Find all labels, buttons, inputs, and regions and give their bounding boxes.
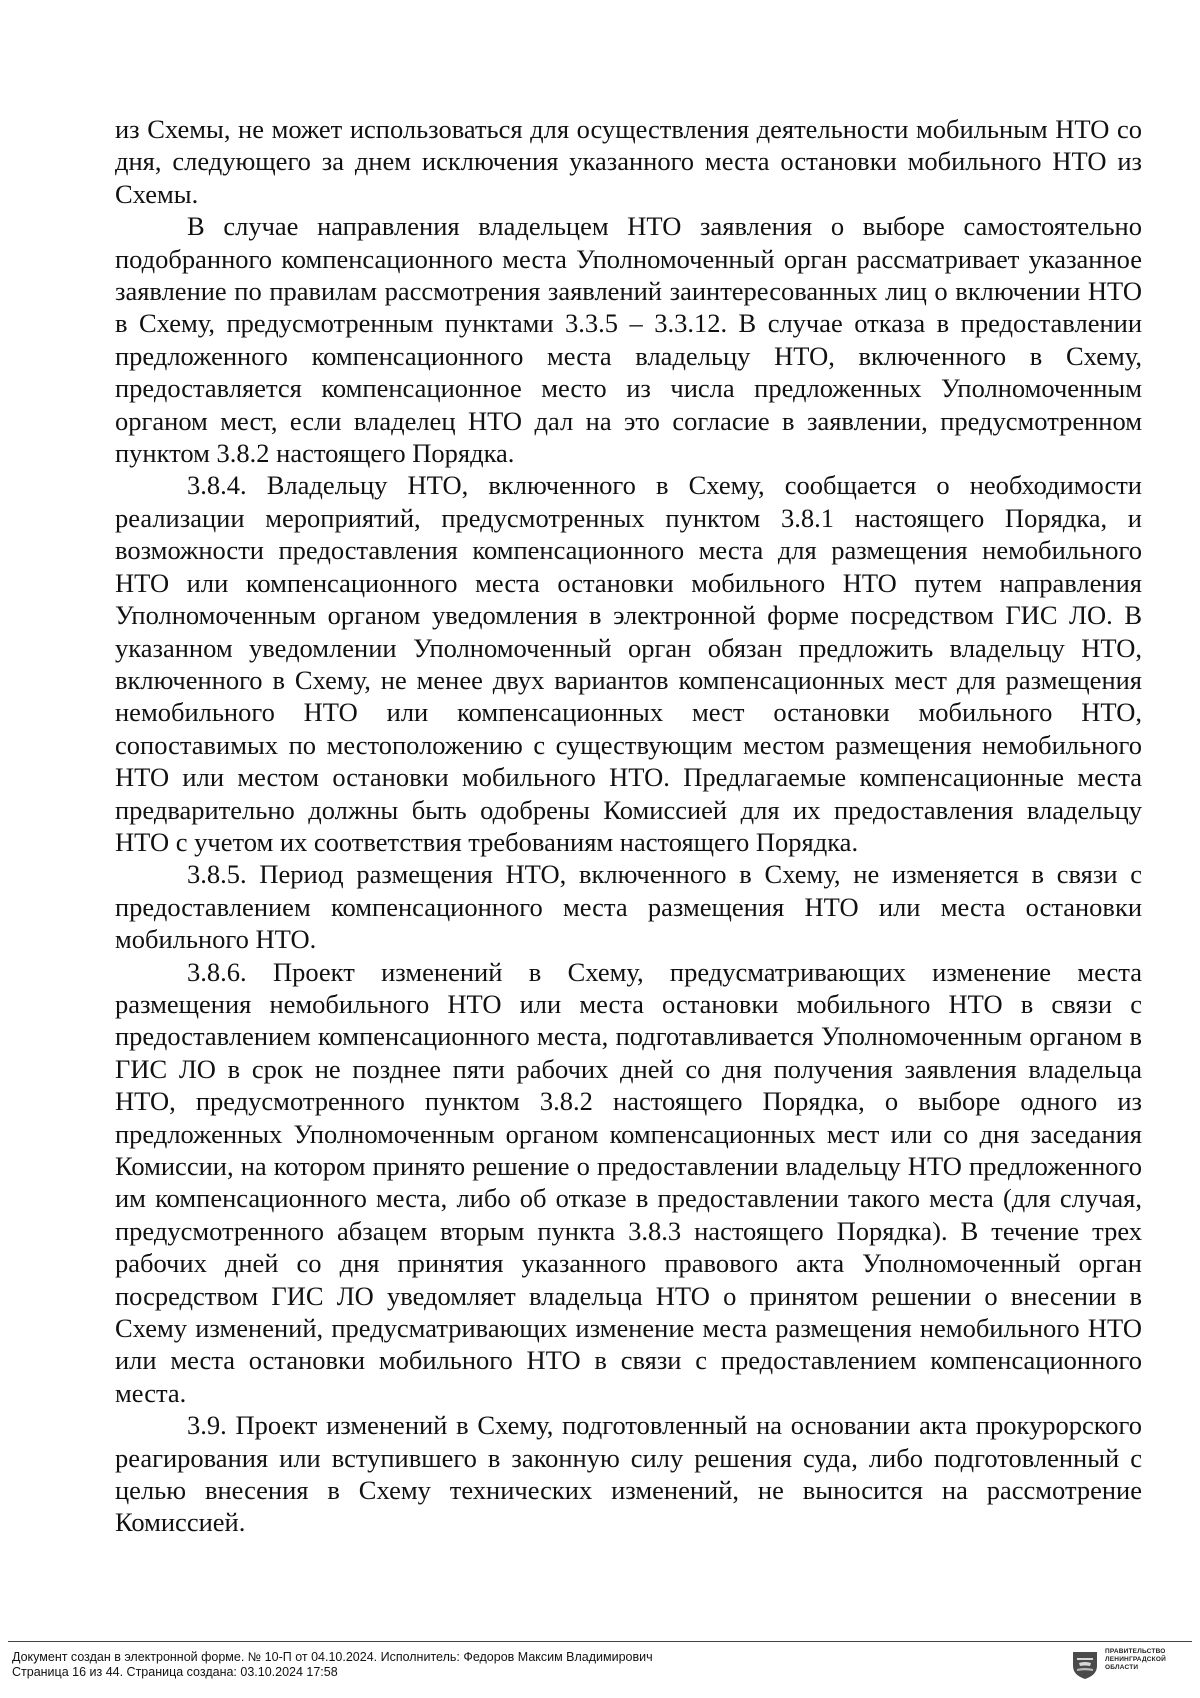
paragraph-3-8-6: 3.8.6. Проект изменений в Схему, предусматривающих изменение места размещения немобильного НТО или места остановки мобильного НТО в связи с предоставлением компенсационного места, подготавливается Уполномоченным органом в ГИС ЛО в срок не позднее пяти рабочих дней со дня получения заявления владельца НТО, предусмотренного пунктом 3.8.2 настоящего Порядка, о выборе одного из предложенных Уполномоченным органом компенсационных мест или со дня заседания Комиссии, на котором принято решение о предоставлении владельцу НТО предложенного им компенсационного места, либо об отказе в предоставлении такого места (для случая, предусмотренного абзацем вторым пункта 3.8.3 настоящего Порядка). В течение трех рабочих дней со дня принятия указанного правового акта Уполномоченный орган посредством ГИС ЛО уведомляет владельца НТО о принятом решении о внесении в Схему изменений, предусматривающих изменение места размещения немобильного НТО или места остановки мобильного НТО в связи с предоставлением компенсационного места. [115, 956, 1142, 1408]
footer-page-info: Страница 16 из 44. Страница создана: 03.10.2024 17:58 [12, 1664, 338, 1679]
paragraph-3-8-5: 3.8.5. Период размещения НТО, включенного в Схему, не изменяется в связи с предоставлением компенсационного места размещения НТО или места остановки мобильного НТО. [115, 859, 1142, 955]
logo-line-3: ОБЛАСТИ [1105, 1664, 1139, 1671]
footer-divider [8, 1641, 1192, 1642]
government-logo [1071, 1648, 1191, 1692]
paragraph-3-9: 3.9. Проект изменений в Схему, подготовленный на основании акта прокурорского реагирования или вступившего в законную силу решения суда, либо подготовленный с целью внесения в Схему технических изменений, не выносится на рассмотрение Комиссией. [115, 1410, 1142, 1538]
paragraph-3-8-4: 3.8.4. Владельцу НТО, включенного в Схему, сообщается о необходимости реализации мероприятий, предусмотренных пунктом 3.8.1 настоящего Порядка, и возможности предоставления компенсационного места для размещения немобильного НТО или компенсационного места остановки мобильного НТО путем направления Уполномоченным органом уведомления в электронной форме посредством ГИС ЛО. В указанном уведомлении Уполномоченный орган обязан предложить владельцу НТО, включенного в Схему, не менее двух вариантов компенсационных мест для размещения немобильного НТО или компенсационных мест остановки мобильного НТО, сопоставимых по местоположению с существующим местом размещения немобильного НТО или местом остановки мобильного НТО. Предлагаемые компенсационные места предварительно должны быть одобрены Комиссией для их предоставления владельцу НТО с учетом их соответствия требованиям настоящего Порядка. [115, 470, 1142, 857]
footer-document-info: Документ создан в электронной форме. № 10-П от 04.10.2024. Исполнитель: Федоров Максим Владимирович [12, 1650, 653, 1664]
document-body [115, 113, 1142, 1539]
logo-line-2: ЛЕНИНГРАДСКОЙ [1105, 1656, 1166, 1663]
paragraph-1: из Схемы, не может использоваться для осуществления деятельности мобильным НТО со дня, следующего за днем исключения указанного места остановки мобильного НТО из Схемы. [115, 114, 1142, 209]
coat-of-arms-icon [1071, 1650, 1099, 1680]
logo-caption [1105, 1648, 1191, 1672]
logo-line-1: ПРАВИТЕЛЬСТВО [1105, 1648, 1166, 1655]
document-footer [12, 1650, 1062, 1679]
paragraph-2: В случае направления владельцем НТО заявления о выборе самостоятельно подобранного компенсационного места Уполномоченный орган рассматривает указанное заявление по правилам рассмотрения заявлений заинтересованных лиц о включении НТО в Схему, предусмотренным пунктами 3.3.5 – 3.3.12. В случае отказа в предоставлении предложенного компенсационного места владельцу НТО, включенного в Схему, предоставляется компенсационное место из числа предложенных Уполномоченным органом мест, если владелец НТО дал на это согласие в заявлении, предусмотренном пунктом 3.8.2 настоящего Порядка. [115, 211, 1142, 469]
